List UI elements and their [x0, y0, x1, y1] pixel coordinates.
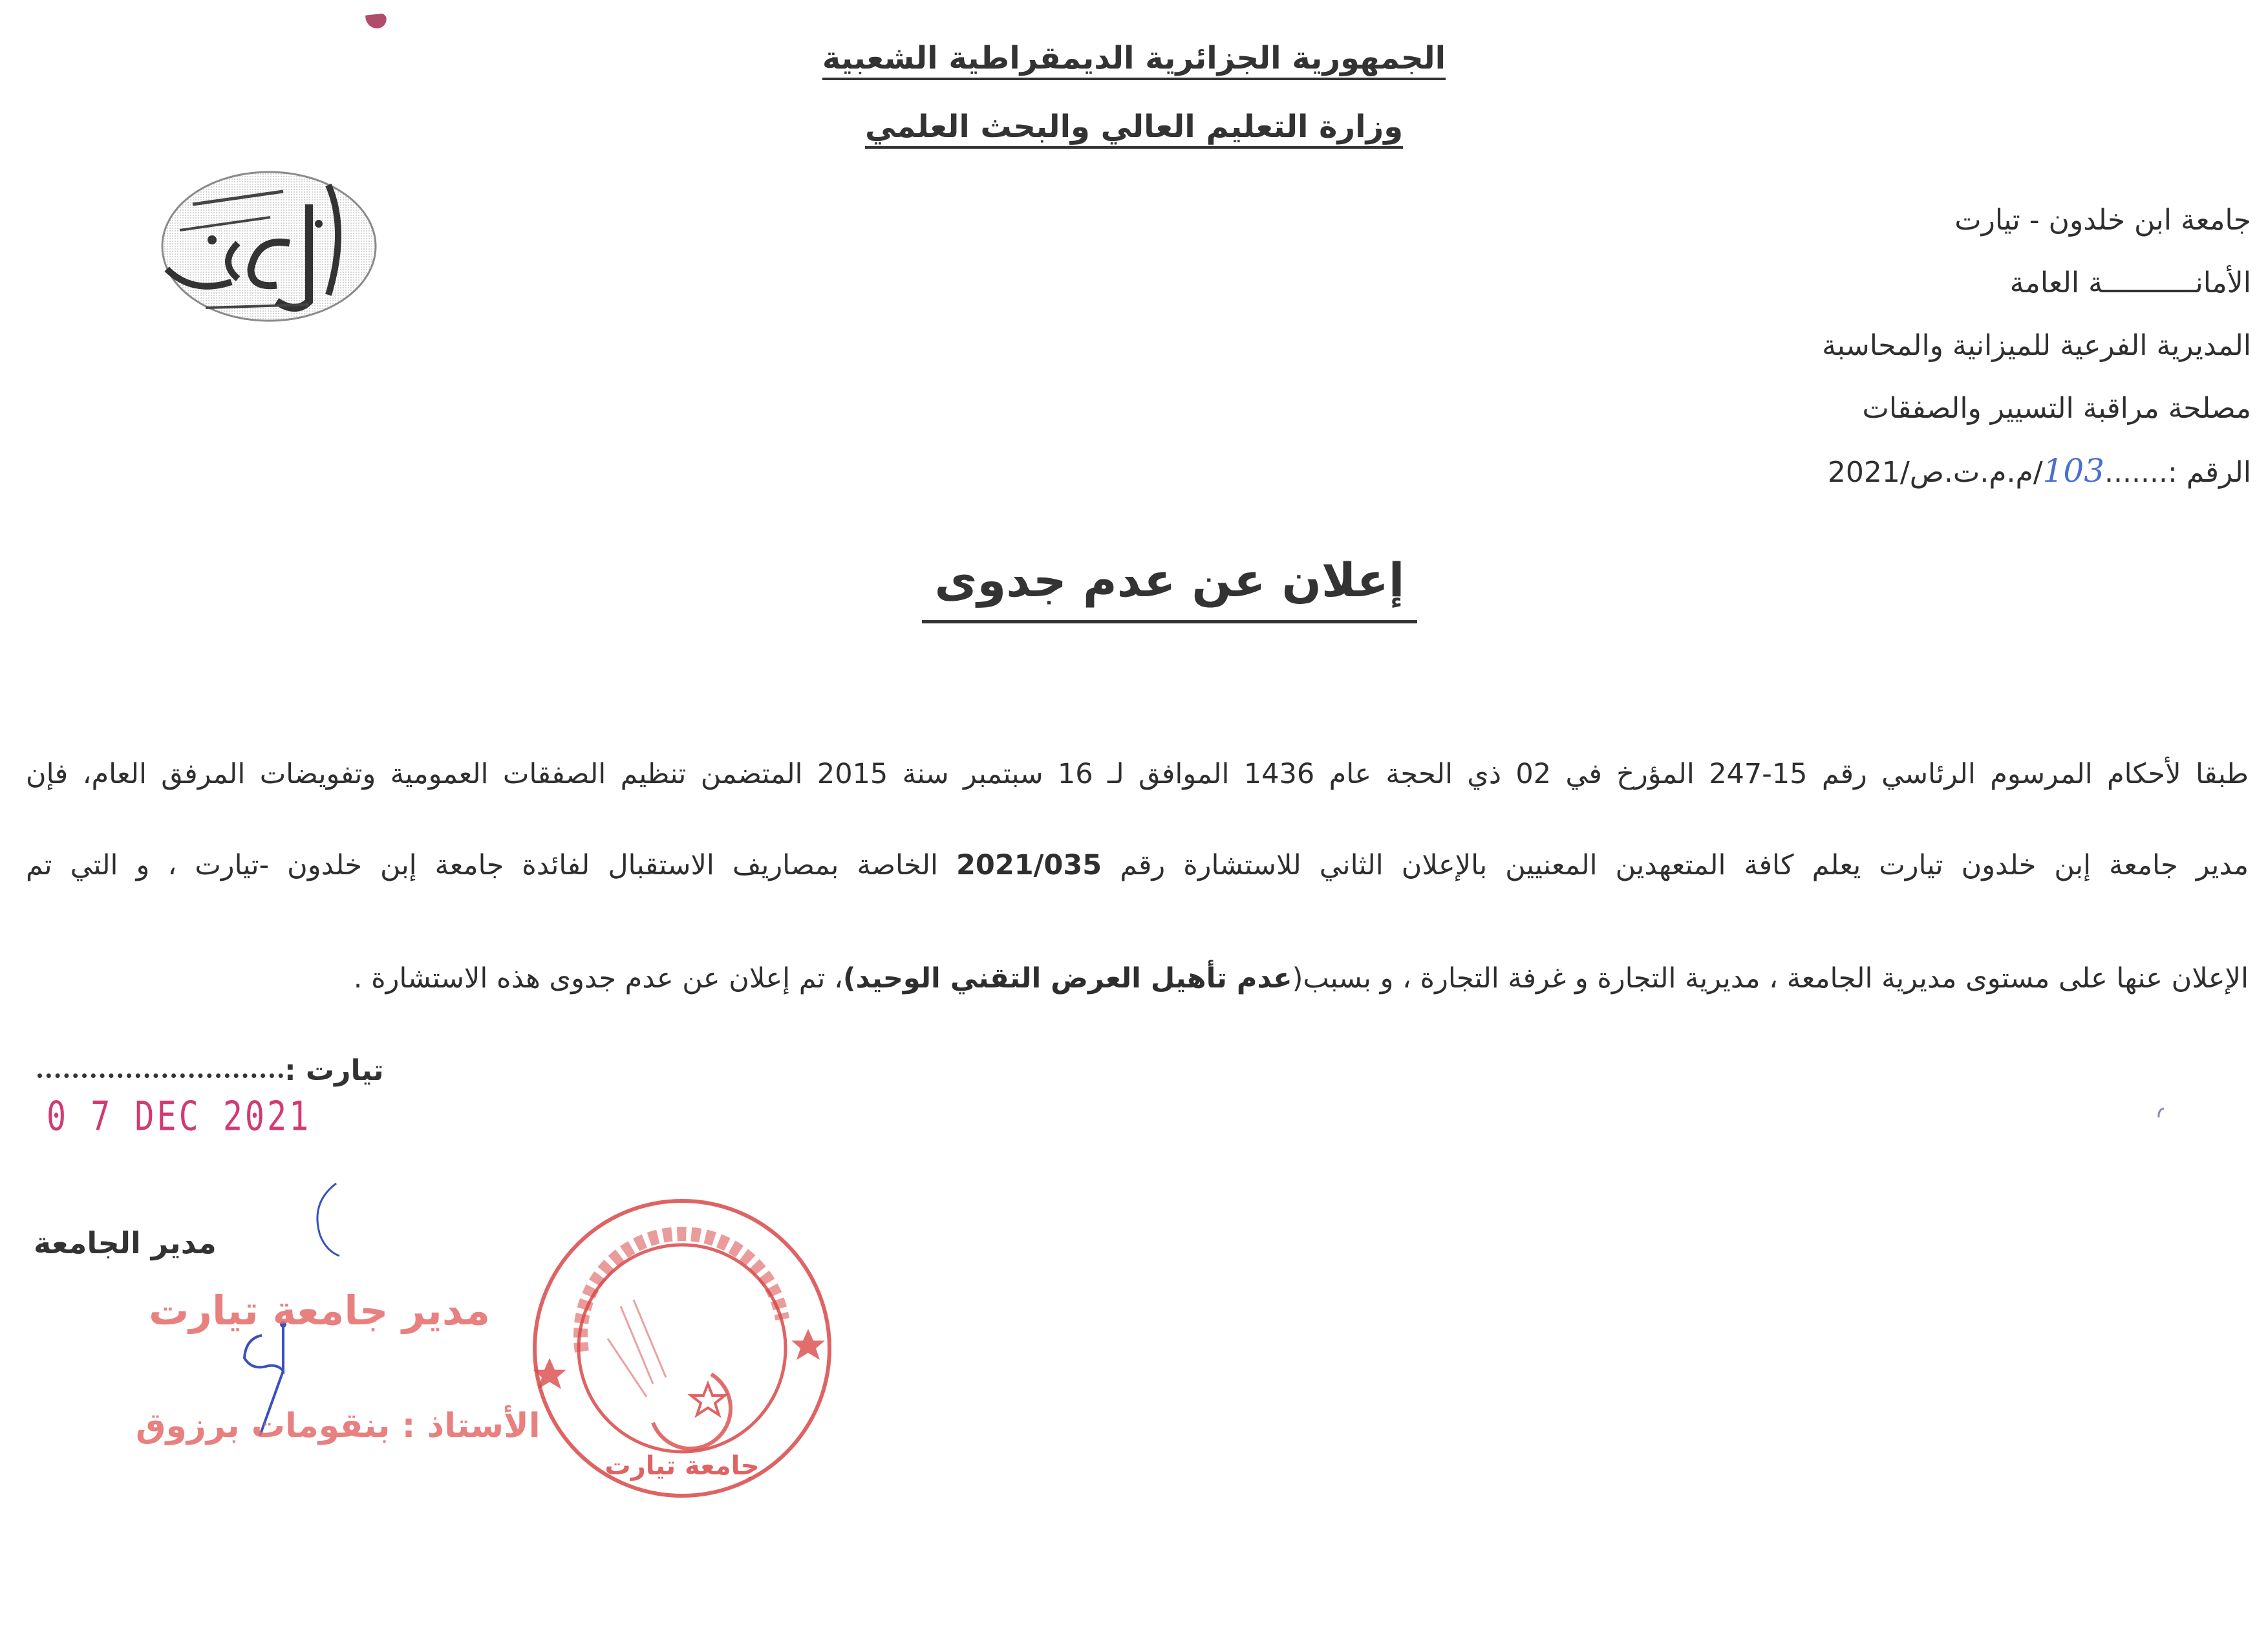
body-line-3-end: ، تم إعلان عن عدم جدوى هذه الاستشارة .: [353, 962, 843, 995]
reference-label: الرقم :: [2167, 456, 2251, 489]
secretariat-name: الأمانـــــــــــة العامة: [2009, 266, 2251, 299]
signer-title: مدير الجامعة: [34, 1225, 217, 1260]
body-line-1: طبقا لأحكام المرسوم الرئاسي رقم 15-247 المؤرخ في 02 ذي الحجة عام 1436 الموافق لـ 16 سبتمبر سنة 2015 المتضمن تنظيم الصفقات العمومية وتفويضات المرفق العام، فإن: [26, 758, 2249, 790]
body-line-2-start: مدير جامعة إبن خلدون تيارت يعلم كافة المتعهدين المعنيين بالإعلان الثاني للاستشارة رقم: [1120, 849, 2249, 881]
sub-directorate-name: المديرية الفرعية للميزانية والمحاسبة: [1822, 329, 2251, 362]
document-title: [0, 553, 2268, 623]
reference-line: [1669, 440, 2251, 504]
body-line-3: [233, 962, 2249, 995]
corner-ink-mark: [365, 13, 387, 29]
date-dotted-line: [37, 1061, 283, 1078]
country-header: الجمهورية الجزائرية الديمقراطية الشعبية: [822, 40, 1446, 76]
document-title-text: إعلان عن عدم جدوى: [922, 553, 1418, 623]
edge-ink-mark: [2156, 1107, 2165, 1119]
official-round-seal-icon: [524, 1190, 840, 1507]
director-name-stamp-line-2: الأستاذ : بنقومات برزوق: [136, 1406, 540, 1445]
place-label: تيارت :: [284, 1054, 384, 1087]
date-stamp: 0 7 DEC 2021: [47, 1093, 312, 1140]
issuing-office-block: [1669, 189, 2251, 504]
university-name: جامعة ابن خلدون - تيارت: [1954, 204, 2251, 237]
reference-dots: .......: [2104, 456, 2168, 489]
ministry-header: وزارة التعليم العالي والبحث العلمي: [864, 109, 1404, 145]
body-line-3-start: الإعلان عنها على مستوى مديرية الجامعة ، مديرية التجارة و غرفة التجارة ، و بسبب(: [1292, 962, 2249, 995]
seal-bottom-text: جامعة تيارت: [604, 1451, 760, 1481]
body-line-2: [26, 849, 2249, 881]
unsuccessful-reason: عدم تأهيل العرض التقني الوحيد): [842, 962, 1292, 995]
director-name-stamp-line-1: مدير جامعة تيارت: [149, 1287, 491, 1334]
reference-number-handwritten: 103: [2042, 452, 2105, 490]
service-name: مصلحة مراقبة التسيير والصفقات: [1862, 392, 2251, 425]
body-line-2-end: الخاصة بمصاريف الاستقبال لفائدة جامعة إبن خلدون -تيارت ، و التي تم: [26, 849, 938, 881]
reference-suffix: /م.م.ت.ص/2021: [1827, 456, 2043, 489]
consultation-number: 2021/035: [956, 849, 1102, 881]
university-calligraphy-logo-icon: [154, 166, 387, 327]
